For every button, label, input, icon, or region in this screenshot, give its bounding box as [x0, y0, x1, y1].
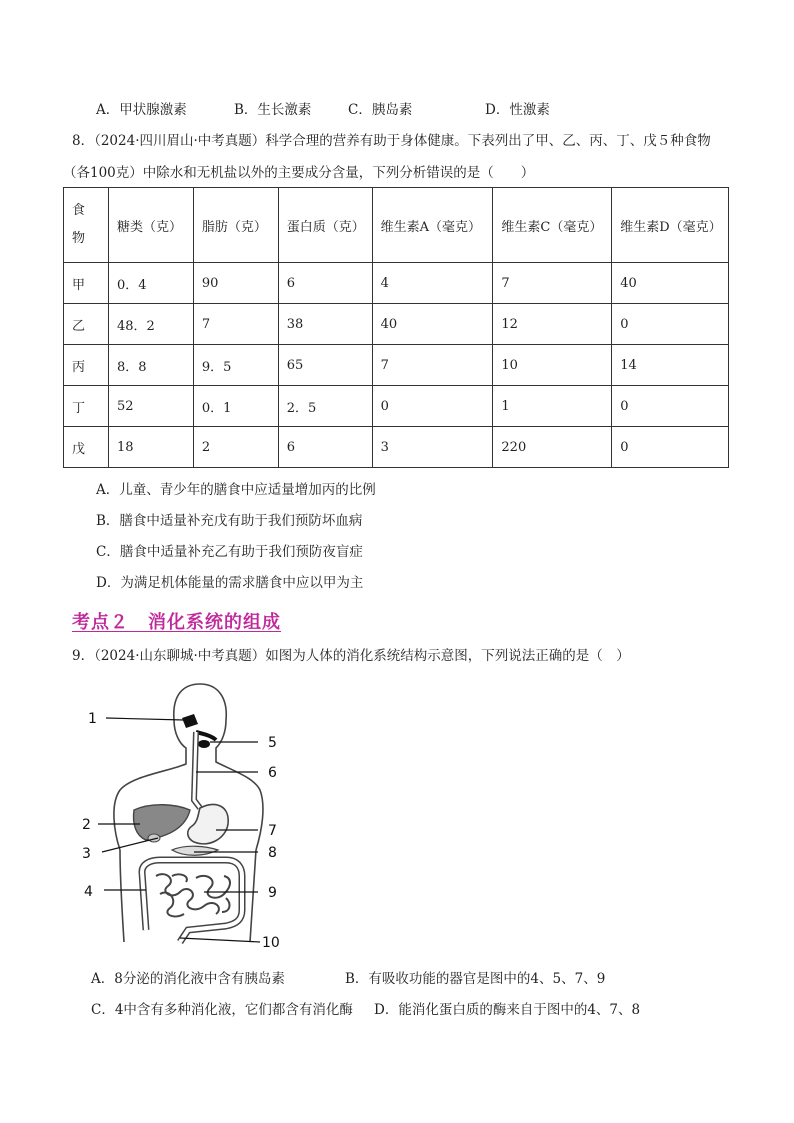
table-cell: 4 [372, 263, 493, 304]
diagram-label-4: 4 [84, 884, 93, 900]
table-cell: 12 [493, 304, 612, 345]
q9-stem: 9．（2024·山东聊城·中考真题）如图为人体的消化系统结构示意图，下列说法正确的是（ ） [72, 648, 630, 664]
q9-options-row1 [91, 970, 605, 988]
nutrition-table [63, 187, 729, 468]
table-cell: 9．5 [193, 345, 278, 386]
table-header-row [64, 188, 729, 263]
table-cell: 0 [612, 386, 729, 427]
table-cell: 40 [372, 304, 493, 345]
food-name: 甲 [64, 263, 109, 304]
table-cell: 6 [278, 263, 372, 304]
table-cell: 6 [278, 427, 372, 468]
table-row [64, 386, 729, 427]
diagram-label-1: 1 [88, 711, 97, 727]
table-row [64, 304, 729, 345]
food-name: 丁 [64, 386, 109, 427]
q8-option-c: C．膳食中适量补充乙有助于我们预防夜盲症 [96, 544, 363, 560]
gallbladder [148, 834, 160, 842]
column-header: 维生素A（毫克） [372, 188, 493, 263]
table-cell: 10 [493, 345, 612, 386]
diagram-label-9: 9 [268, 885, 277, 901]
diagram-label-3: 3 [82, 846, 91, 862]
table-cell: 0．4 [108, 263, 193, 304]
table-cell: 7 [493, 263, 612, 304]
mouth-pharynx [182, 714, 216, 748]
food-name: 戊 [64, 427, 109, 468]
stomach [188, 805, 228, 844]
q8-option-b: B．膳食中适量补充戊有助于我们预防坏血病 [96, 513, 363, 529]
table-cell: 18 [108, 427, 193, 468]
diagram-label-10: 10 [262, 935, 280, 951]
table-cell: 1 [493, 386, 612, 427]
table-cell: 38 [278, 304, 372, 345]
column-header: 维生素C（毫克） [493, 188, 612, 263]
table-row [64, 263, 729, 304]
diagram-label-6: 6 [268, 765, 277, 781]
q7-option-b: B．生长激素 [234, 102, 312, 118]
table-cell: 2 [193, 427, 278, 468]
q7-options [96, 101, 550, 119]
column-header: 维生素D（毫克） [612, 188, 729, 263]
q8-option-a: A．儿童、青少年的膳食中应适量增加丙的比例 [96, 482, 376, 498]
q9-option-a: A．8分泌的消化液中含有胰岛素 [91, 971, 285, 987]
q9-option-b: B．有吸收功能的器官是图中的4、5、7、9 [345, 971, 606, 987]
liver [134, 805, 191, 840]
q8-stem-line2: （各100克）中除水和无机盐以外的主要成分含量，下列分析错误的是（ ） [63, 165, 535, 181]
diagram-label-8: 8 [268, 845, 277, 861]
table-cell: 8．8 [108, 345, 193, 386]
table-row [64, 345, 729, 386]
column-header: 脂肪（克） [193, 188, 278, 263]
table-cell: 0 [612, 304, 729, 345]
table-cell: 7 [193, 304, 278, 345]
q8-stem-line1: 8．（2024·四川眉山·中考真题）科学合理的营养有助于身体健康。下表列出了甲、乙、丙、丁、戊５种食物 [72, 133, 711, 149]
table-cell: 7 [372, 345, 493, 386]
table-cell: 2．5 [278, 386, 372, 427]
table-cell: 3 [372, 427, 493, 468]
table-cell: 220 [493, 427, 612, 468]
q9-option-d: D．能消化蛋白质的酶来自于图中的4、7、8 [374, 1002, 641, 1018]
diagram-label-2: 2 [82, 817, 91, 833]
column-header: 蛋白质（克） [278, 188, 372, 263]
q9-options-row2 [91, 1001, 640, 1019]
diagram-label-5: 5 [268, 735, 277, 751]
table-cell: 40 [612, 263, 729, 304]
small-intestine [156, 874, 230, 916]
table-cell: 0 [612, 427, 729, 468]
table-cell: 52 [108, 386, 193, 427]
table-cell: 90 [193, 263, 278, 304]
diagram-label-7: 7 [268, 823, 277, 839]
table-cell: 14 [612, 345, 729, 386]
column-header: 糖类（克） [108, 188, 193, 263]
table-cell: 0 [372, 386, 493, 427]
q9-option-c: C．4中含有多种消化液，它们都含有消化酶 [91, 1002, 353, 1018]
q7-option-c: C．胰岛素 [348, 102, 413, 118]
q7-option-a: A．甲状腺激素 [96, 102, 187, 118]
table-corner-cell: 食 物 [64, 188, 109, 263]
food-name: 乙 [64, 304, 109, 345]
q7-option-d: D．性激素 [485, 102, 550, 118]
q8-option-d: D．为满足机体能量的需求膳食中应以甲为主 [96, 575, 364, 591]
table-cell: 65 [278, 345, 372, 386]
table-cell: 0．1 [193, 386, 278, 427]
food-name: 丙 [64, 345, 109, 386]
section-title: 考点２ 消化系统的组成 [72, 612, 281, 633]
pancreas [172, 846, 218, 855]
table-cell: 48．2 [108, 304, 193, 345]
digestive-system-diagram [76, 680, 296, 955]
table-row [64, 427, 729, 468]
